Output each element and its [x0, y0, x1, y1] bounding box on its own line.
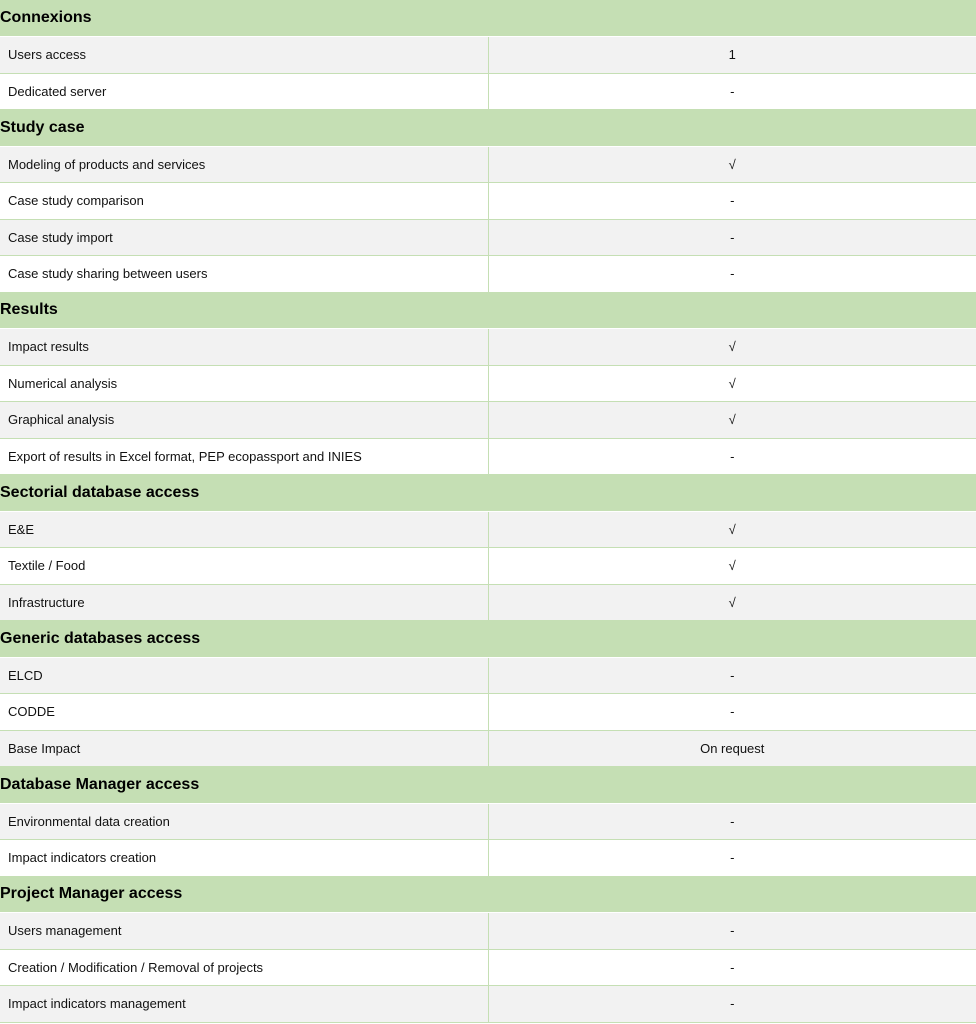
feature-value: √: [488, 329, 976, 366]
feature-value: √: [488, 511, 976, 548]
feature-label: Case study sharing between users: [0, 256, 488, 293]
feature-value: -: [488, 694, 976, 731]
table-row: [0, 584, 976, 621]
section-title: Database Manager access: [0, 767, 976, 804]
feature-label: Modeling of products and services: [0, 146, 488, 183]
table-row: [0, 803, 976, 840]
feature-label: Base Impact: [0, 730, 488, 767]
table-row: [0, 329, 976, 366]
feature-label: Creation / Modification / Removal of projects: [0, 949, 488, 986]
section-header-row: [0, 767, 976, 804]
feature-value: √: [488, 365, 976, 402]
section-title: Sectorial database access: [0, 475, 976, 512]
table-row: [0, 730, 976, 767]
feature-value: -: [488, 219, 976, 256]
feature-value: -: [488, 913, 976, 950]
feature-label: Textile / Food: [0, 548, 488, 585]
table-row: [0, 219, 976, 256]
section-header-row: [0, 292, 976, 329]
table-row: [0, 37, 976, 74]
table-row: [0, 548, 976, 585]
section-title: Generic databases access: [0, 621, 976, 658]
section-header-row: [0, 0, 976, 37]
feature-value: √: [488, 402, 976, 439]
section-title: Study case: [0, 110, 976, 147]
section-header-row: [0, 475, 976, 512]
feature-label: Impact results: [0, 329, 488, 366]
feature-label: Export of results in Excel format, PEP ecopassport and INIES: [0, 438, 488, 475]
feature-label: ELCD: [0, 657, 488, 694]
feature-label: Impact indicators creation: [0, 840, 488, 877]
table-row: [0, 913, 976, 950]
feature-value: -: [488, 256, 976, 293]
table-row: [0, 694, 976, 731]
table-row: [0, 949, 976, 986]
feature-value: -: [488, 840, 976, 877]
feature-label: E&E: [0, 511, 488, 548]
feature-label: CODDE: [0, 694, 488, 731]
feature-value: √: [488, 584, 976, 621]
table-row: [0, 365, 976, 402]
feature-value: √: [488, 548, 976, 585]
feature-label: Graphical analysis: [0, 402, 488, 439]
feature-label: Environmental data creation: [0, 803, 488, 840]
section-header-row: [0, 876, 976, 913]
section-title: Project Manager access: [0, 876, 976, 913]
feature-label: Dedicated server: [0, 73, 488, 110]
section-header-row: [0, 621, 976, 658]
table-row: [0, 183, 976, 220]
feature-label: Infrastructure: [0, 584, 488, 621]
section-title: Results: [0, 292, 976, 329]
table-row: [0, 402, 976, 439]
table-row: [0, 657, 976, 694]
feature-value: -: [488, 986, 976, 1023]
feature-label: Impact indicators management: [0, 986, 488, 1023]
section-header-row: [0, 110, 976, 147]
feature-value: -: [488, 803, 976, 840]
feature-value: 1: [488, 37, 976, 74]
table-row: [0, 986, 976, 1023]
table-row: [0, 840, 976, 877]
feature-value: √: [488, 146, 976, 183]
feature-label: Numerical analysis: [0, 365, 488, 402]
feature-label: Users management: [0, 913, 488, 950]
feature-label: Case study comparison: [0, 183, 488, 220]
feature-value: -: [488, 949, 976, 986]
table-row: [0, 438, 976, 475]
feature-value: -: [488, 183, 976, 220]
feature-label: Users access: [0, 37, 488, 74]
feature-value: -: [488, 73, 976, 110]
table-row: [0, 73, 976, 110]
feature-value: -: [488, 438, 976, 475]
table-row: [0, 256, 976, 293]
feature-value: -: [488, 657, 976, 694]
table-row: [0, 511, 976, 548]
section-title: Connexions: [0, 0, 976, 37]
feature-value: On request: [488, 730, 976, 767]
feature-label: Case study import: [0, 219, 488, 256]
table-row: [0, 146, 976, 183]
